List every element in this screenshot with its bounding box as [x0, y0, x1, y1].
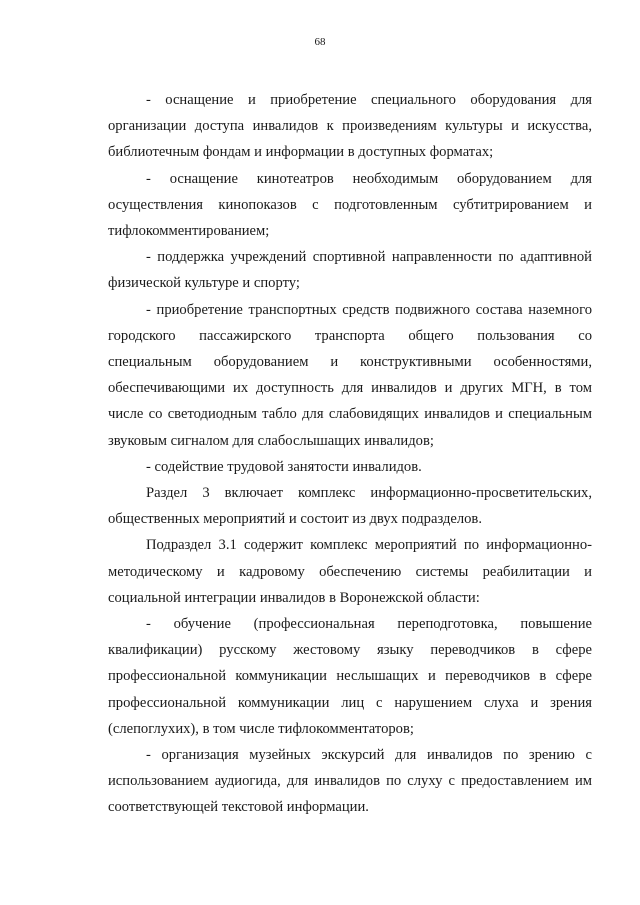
text-line: - поддержка учреждений спортивной направленности по адаптивной [146, 249, 592, 266]
text-line: библиотечным фондам и информации в доступных форматах; [108, 144, 494, 161]
text-line: профессиональной коммуникации лиц с нарушением слуха и зрения [108, 694, 592, 711]
paragraph [108, 532, 592, 611]
paragraph [108, 611, 592, 742]
paragraph [108, 454, 592, 480]
text-line: осуществления кинопоказов с подготовленным субтитрированием и [108, 196, 592, 213]
paragraph [108, 87, 592, 166]
page-number: 68 [314, 36, 326, 48]
text-line: социальной интеграции инвалидов в Воронежской области: [108, 589, 480, 606]
text-line: - оснащение кинотеатров необходимым оборудованием для [146, 170, 592, 187]
paragraph [108, 297, 592, 454]
text-line: городского пассажирского транспорта общего пользования со [108, 327, 592, 344]
text-line: квалификации) русскому жестовому языку переводчиков в сфере [108, 642, 592, 659]
text-line: - обучение (профессиональная переподготовка, повышение [146, 616, 592, 633]
text-line: организации доступа инвалидов к произведениям культуры и искусства, [108, 118, 592, 135]
text-line: - содействие трудовой занятости инвалидов. [146, 458, 422, 475]
text-line: Раздел 3 включает комплекс информационно-просветительских, [146, 485, 592, 502]
text-line: Подраздел 3.1 содержит комплекс мероприятий по информационно- [146, 537, 592, 554]
text-line: числе со светодиодным табло для слабовидящих инвалидов и специальным [108, 406, 592, 423]
text-line: физической культуре и спорту; [108, 275, 300, 292]
text-line: - оснащение и приобретение специального оборудования для [146, 92, 592, 108]
paragraph [108, 166, 592, 245]
text-line: специальным оборудованием и конструктивными особенностями, [108, 354, 592, 371]
text-line: использованием аудиогида, для инвалидов по слуху с предоставлением им [108, 773, 592, 790]
text-line: звуковым сигналом для слабослышащих инвалидов; [108, 432, 434, 449]
text-line: общественных мероприятий и состоит из двух подразделов. [108, 511, 482, 528]
paragraph [108, 480, 592, 532]
text-line: обеспечивающими их доступность для инвалидов и других МГН, в том [108, 380, 592, 397]
paragraph [108, 244, 592, 296]
text-line: - организация музейных экскурсий для инвалидов по зрению с [146, 747, 592, 764]
text-line: соответствующей текстовой информации. [108, 799, 369, 816]
document-body [108, 87, 592, 821]
paragraph [108, 742, 592, 821]
text-line: (слепоглухих), в том числе тифлокомментаторов; [108, 720, 414, 737]
text-line: тифлокомментированием; [108, 223, 270, 240]
text-line: - приобретение транспортных средств подвижного состава наземного [146, 301, 592, 318]
text-line: профессиональной коммуникации неслышащих и переводчиков в сфере [108, 668, 592, 685]
text-line: методическому и кадровому обеспечению системы реабилитации и [108, 563, 592, 580]
